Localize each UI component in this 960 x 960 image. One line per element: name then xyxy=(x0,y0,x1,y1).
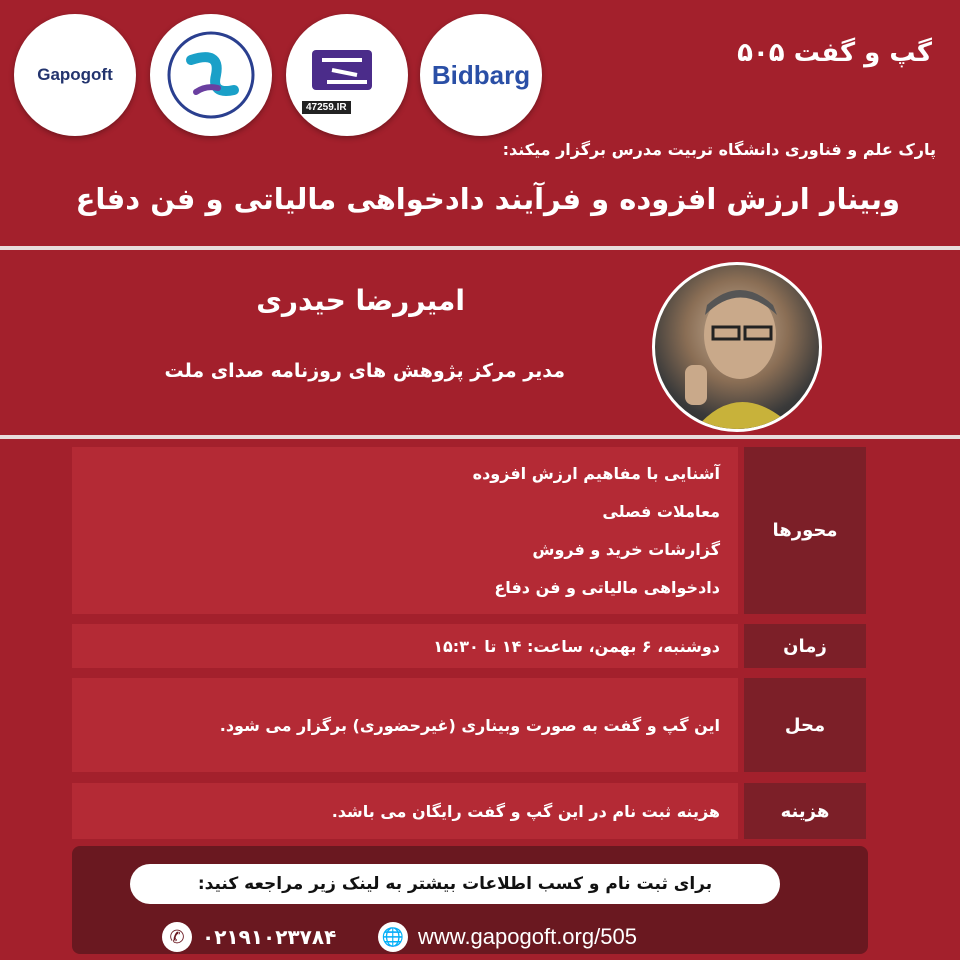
website-link[interactable] xyxy=(378,922,637,952)
topic-item: آشنایی با مفاهیم ارزش افزوده xyxy=(472,464,720,483)
divider-middle xyxy=(0,435,960,439)
time-row xyxy=(72,624,866,668)
topic-item: معاملات فصلی xyxy=(602,502,720,521)
place-label: محل xyxy=(744,678,866,772)
speaker-name: امیررضا حیدری xyxy=(256,284,465,317)
phone-contact[interactable] xyxy=(162,922,336,952)
cost-label: هزینه xyxy=(744,783,866,839)
cost-row xyxy=(72,783,866,839)
cost-value: هزینه ثبت نام در این گپ و گفت رایگان می باشد. xyxy=(72,783,738,839)
modares-park-logo xyxy=(150,14,272,136)
speaker-role: مدیر مرکز پژوهش های روزنامه صدای ملت xyxy=(164,360,565,382)
place-value: این گپ و گفت به صورت وبیناری (غیرحضوری) برگزار می شود. xyxy=(72,678,738,772)
phone-icon: ✆ xyxy=(162,922,192,952)
topics-row xyxy=(72,447,866,614)
modares-logo-icon xyxy=(166,30,256,120)
bidbarg-logo-text: Bidbarg xyxy=(431,59,531,90)
gapogoft-logo xyxy=(14,14,136,136)
time-value: دوشنبه، ۶ بهمن، ساعت: ۱۴ تا ۱۵:۳۰ xyxy=(72,624,738,668)
ehtesham-url: 47259.IR xyxy=(302,101,351,114)
ehtesham-logo-icon xyxy=(302,40,392,110)
time-label: زمان xyxy=(744,624,866,668)
register-instructions: برای ثبت نام و کسب اطلاعات بیشتر به لینک زیر مراجعه کنید: xyxy=(130,864,780,904)
organizer-line: پارک علم و فناوری دانشگاه تربیت مدرس برگزار میکند: xyxy=(502,140,936,159)
speaker-portrait-icon xyxy=(655,265,819,429)
gapogoft-logo-text: Gapogoft xyxy=(37,65,113,84)
divider-top xyxy=(0,246,960,250)
bidbarg-logo xyxy=(420,14,542,136)
event-number: گپ و گفت ۵۰۵ xyxy=(737,38,932,68)
place-row xyxy=(72,678,866,772)
speaker-photo xyxy=(652,262,822,432)
topic-item: دادخواهی مالیاتی و فن دفاع xyxy=(494,578,720,597)
topics-list xyxy=(72,447,738,614)
topic-item: گزارشات خرید و فروش xyxy=(532,540,720,559)
website-url[interactable]: www.gapogoft.org/505 xyxy=(418,924,637,949)
topics-label: محورها xyxy=(744,447,866,614)
phone-number[interactable]: ۰۲۱۹۱۰۲۳۷۸۴ xyxy=(202,925,337,949)
webinar-title: وبینار ارزش افزوده و فرآیند دادخواهی مالیاتی و فن دفاع xyxy=(75,182,900,216)
ehtesham-logo xyxy=(286,14,408,136)
globe-icon: 🌐 xyxy=(378,922,408,952)
